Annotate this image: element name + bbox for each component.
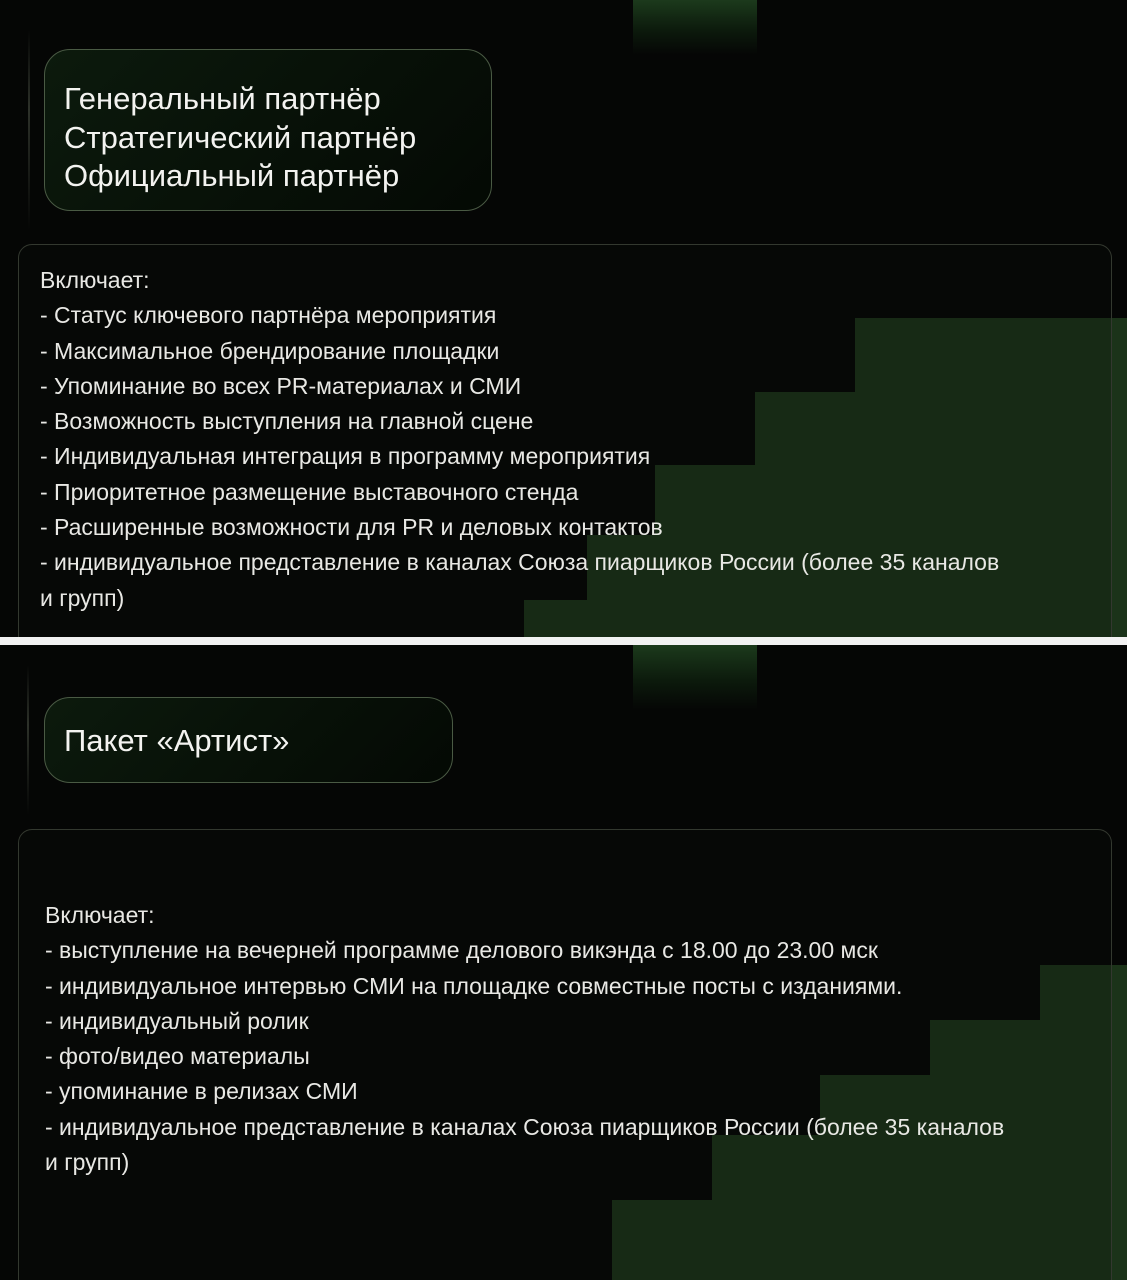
includes-heading: Включает:: [45, 902, 155, 928]
partner-levels-title-box: [44, 49, 492, 211]
list-item: - Статус ключевого партнёра мероприятия: [40, 302, 497, 329]
slide-divider: [0, 637, 1127, 645]
list-item: - Максимальное брендирование площадки: [40, 337, 500, 364]
includes-list-box: [18, 829, 1112, 1280]
left-accent-line: [28, 30, 30, 230]
title-line: Генеральный партнёр: [64, 81, 381, 116]
list-item: - Приоритетное размещение выставочного стенда: [40, 478, 579, 505]
artist-package-title-box: [44, 697, 453, 783]
includes-heading: Включает:: [40, 267, 150, 293]
slide-general-partner: [0, 0, 1127, 637]
list-item: - упоминание в релизах СМИ: [45, 1078, 358, 1105]
list-item: - индивидуальное представление в каналах Союза пиарщиков России (более 35 каналов: [45, 1113, 1005, 1140]
list-item-continuation: и групп): [45, 1149, 130, 1176]
list-item: - Возможность выступления на главной сцене: [40, 408, 534, 435]
list-item: - выступление на вечерней программе делового викэнда с 18.00 до 23.00 мск: [45, 937, 878, 964]
list-item: - Упоминание во всех PR-материалах и СМИ: [40, 372, 522, 399]
title-line: Официальный партнёр: [64, 158, 400, 193]
top-glow-decoration: [633, 645, 757, 710]
list-item: - Расширенные возможности для PR и деловых контактов: [40, 514, 663, 541]
includes-list-box: [18, 244, 1112, 637]
list-item: - индивидуальное представление в каналах Союза пиарщиков России (более 35 каналов: [40, 549, 1000, 576]
title-line: Стратегический партнёр: [64, 119, 417, 155]
list-item: - индивидуальное интервью СМИ на площадке совместные посты с изданиями.: [45, 972, 903, 999]
left-accent-line: [27, 665, 29, 815]
list-item: - фото/видео материалы: [45, 1043, 310, 1070]
top-glow-decoration: [633, 0, 757, 55]
slide-artist-package: [0, 645, 1127, 1280]
list-item: - Индивидуальная интеграция в программу мероприятия: [40, 443, 651, 470]
title-line: Пакет «Артист»: [64, 723, 290, 758]
list-item-continuation: и групп): [40, 584, 125, 611]
list-item: - индивидуальный ролик: [45, 1007, 309, 1034]
